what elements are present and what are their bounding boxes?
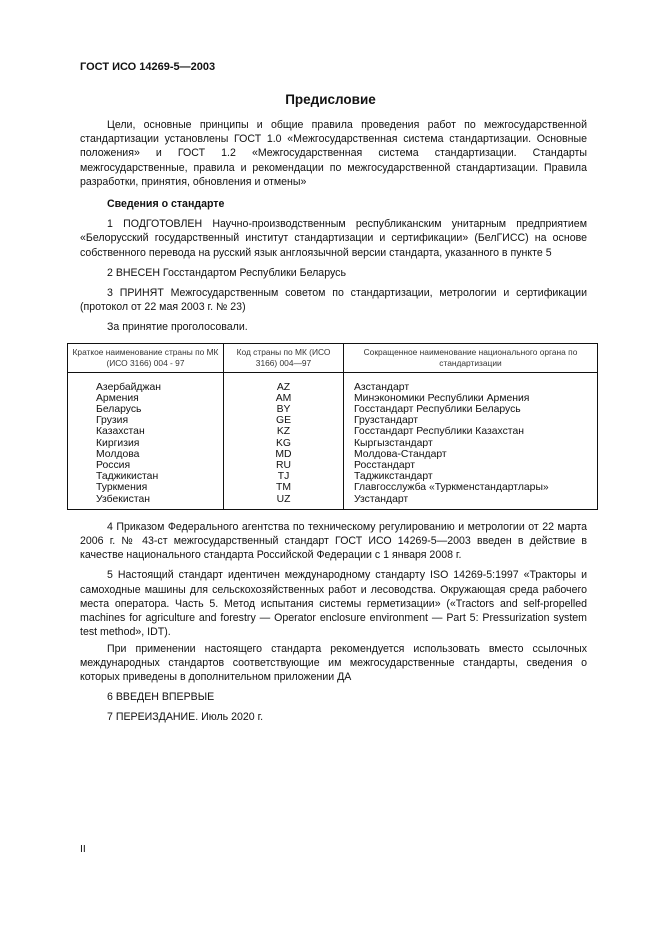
country-code: RU — [224, 460, 344, 471]
intro-paragraph: Цели, основные принципы и общие правила проведения работ по межгосударственной стандартизации установлены ГОСТ 1.0 «Межгосударственная система стандартизации. Основные положения» и ГОСТ 1.2 «Межгосударственная система стандартизации. Стандарты межгосударственные, правила и рекомендации по межгосударственной стандартизации. Правила разработки, принятия, обновления и отмены» — [80, 119, 587, 188]
table-row — [68, 372, 598, 393]
table-row — [68, 494, 598, 510]
country-name: Беларусь — [68, 404, 224, 415]
country-name: Молдова — [68, 449, 224, 460]
country-name: Казахстан — [68, 426, 224, 437]
country-code: KZ — [224, 426, 344, 437]
country-name: Грузия — [68, 415, 224, 426]
country-code: TJ — [224, 471, 344, 482]
country-code: KG — [224, 438, 344, 449]
page-title: Предисловие — [285, 92, 376, 107]
section-subtitle: Сведения о стандарте — [107, 198, 225, 211]
countries-table — [67, 343, 598, 510]
running-header: ГОСТ ИСО 14269-5—2003 — [80, 61, 216, 73]
country-name: Азербайджан — [68, 372, 224, 393]
country-name: Таджикистан — [68, 471, 224, 482]
item-3: 3 ПРИНЯТ Межгосударственным советом по стандартизации, метрологии и сертификации (протокол от 22 мая 2003 г. № 23) — [80, 287, 587, 314]
standards-body: Кыргызстандарт — [344, 438, 598, 449]
country-code: GE — [224, 415, 344, 426]
item-5: 5 Настоящий стандарт идентичен международному стандарту ISO 14269-5:1997 «Тракторы и самоходные машины для сельскохозяйственных работ и лесоводства. Окружающая среда рабочего места оператора. Часть 5. Метод испытания системы герметизации» («Tractors and self-propelled machines for agriculture and forestry — Operator enclosure environment — Part 5: Pressurization system test method», IDT). — [80, 569, 587, 639]
item-5-note: При применении настоящего стандарта рекомендуется использовать вместо ссылочных международных стандартов соответствующие им межгосударственные стандарты, сведения о которых приведены в дополнительном приложении ДА — [80, 642, 587, 683]
table-row — [68, 449, 598, 460]
standards-body: Госстандарт Республики Казахстан — [344, 426, 598, 437]
item-7: 7 ПЕРЕИЗДАНИЕ. Июль 2020 г. — [107, 711, 264, 724]
table-row — [68, 471, 598, 482]
country-code: BY — [224, 404, 344, 415]
country-code: AM — [224, 393, 344, 404]
country-name: Армения — [68, 393, 224, 404]
country-name: Киргизия — [68, 438, 224, 449]
item-6: 6 ВВЕДЕН ВПЕРВЫЕ — [107, 691, 215, 704]
standards-body: Главгосслужба «Туркменстандартлары» — [344, 482, 598, 493]
column-header: Сокращенное наименование национального органа по стандартизации — [344, 343, 598, 372]
country-code: UZ — [224, 494, 344, 510]
standards-body: Азстандарт — [344, 372, 598, 393]
country-code: MD — [224, 449, 344, 460]
standards-body: Молдова-Стандарт — [344, 449, 598, 460]
item-2: 2 ВНЕСЕН Госстандартом Республики Беларусь — [107, 266, 346, 279]
standards-body: Минэкономики Республики Армения — [344, 393, 598, 404]
country-name: Туркмения — [68, 482, 224, 493]
standards-body: Госстандарт Республики Беларусь — [344, 404, 598, 415]
column-header: Код страны по МК (ИСО 3166) 004—97 — [224, 343, 344, 372]
item-1: 1 ПОДГОТОВЛЕН Научно-производственным республиканским унитарным предприятием «Белорусский государственный институт стандартизации и сертификации» (БелГИСС) на основе собственного перевода на русский язык англоязычной версии стандарта, указанного в пункте 5 — [80, 218, 587, 259]
table-row — [68, 415, 598, 426]
table-row — [68, 404, 598, 415]
page-content — [72, 61, 587, 725]
standards-body: Грузстандарт — [344, 415, 598, 426]
table-row — [68, 393, 598, 404]
table-row — [68, 482, 598, 493]
voted-label: За принятие проголосовали. — [107, 321, 248, 334]
page-number: II — [80, 843, 86, 855]
standards-body: Росстандарт — [344, 460, 598, 471]
standards-body: Таджикстандарт — [344, 471, 598, 482]
standards-body: Узстандарт — [344, 494, 598, 510]
table-row — [68, 426, 598, 437]
country-name: Россия — [68, 460, 224, 471]
item-4: 4 Приказом Федерального агентства по техническому регулированию и метрологии от 22 марта 2006 г. № 43-ст межгосударственный стандарт ГОСТ ИСО 14269-5—2003 введен в действие в качестве национального стандарта Российской Федерации с 1 января 2008 г. — [80, 520, 587, 562]
country-code: TM — [224, 482, 344, 493]
country-name: Узбекистан — [68, 494, 224, 510]
table-row — [68, 438, 598, 449]
column-header: Краткое наименование страны по МК (ИСО 3166) 004 - 97 — [68, 343, 224, 372]
table-row — [68, 460, 598, 471]
country-code: AZ — [224, 372, 344, 393]
